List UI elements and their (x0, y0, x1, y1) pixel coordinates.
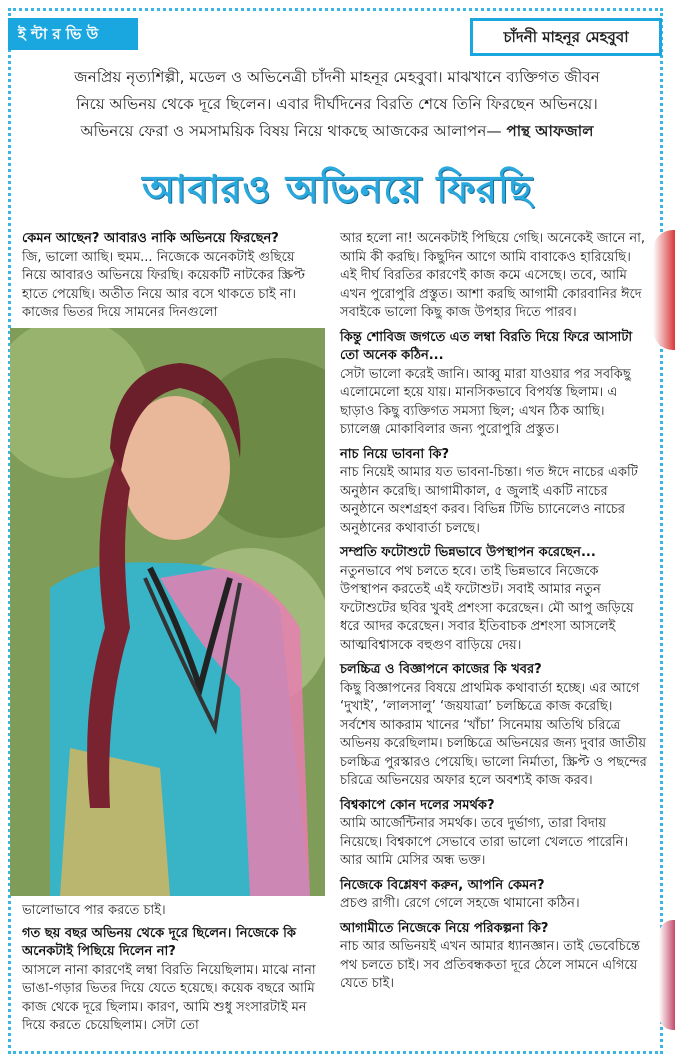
answer: নাচ নিয়েই আমার যত ভাবনা-চিন্তা। গত ঈদে নাচের একটি অনুষ্ঠান করেছি। আগামীকাল, ৫ জুলাই একটি নাচের অনুষ্ঠানে অংশগ্রহণ করব। বিভিন্ন টিভি চ্যানেলেও নাচের অনুষ্ঠানের কথাবার্তা চলছে। (340, 465, 638, 536)
question: গত ছয় বছর অভিনয় থেকে দূরে ছিলেন। নিজেকে কি অনেকটাই পিছিয়ে দিলেন না? (22, 925, 296, 959)
answer: প্রচণ্ড রাগী। রেগে গেলে সহজে থামানো কঠিন। (340, 896, 580, 911)
intro-text: অভিনয়ে ফেরা ও সমসাময়িক বিষয় নিয়ে থাকছে আজকের আলাপন— (80, 122, 502, 140)
answer: নাচ আর অভিনয়ই এখন আমার ধ্যানজ্ঞান। তাই ভেবেচিন্তে পথ চলতে চাই। সব প্রতিবন্ধকতা দূরে ঠেলে সামনে এগিয়ে যেতে চাই। (340, 939, 640, 991)
left-column (22, 230, 322, 323)
question: কেমন আছেন? আবারও নাকি অভিনয়ে ফিরছেন? (22, 231, 279, 246)
question: কিন্তু শোবিজ জগতে এত লম্বা বিরতি দিয়ে ফিরে আসাটা তো অনেক কঠিন... (340, 329, 633, 363)
answer: সেটা ভালো করেই জানি। আব্বু মারা যাওয়ার পর সবকিছু এলোমেলো হয়ে যায়। মানসিকভাবে বিপর্যস্ত ছিলাম। এ ছাড়াও কিছু ব্যক্তিগত সমস্যা ছিল; এখন ঠিক আছি। চ্যালেঞ্জ মোকাবিলার জন্য পুরোপুরি প্রস্তুত। (340, 366, 631, 437)
answer: কিছু বিজ্ঞাপনের বিষয়ে প্রাথমিক কথাবার্তা হচ্ছে। এর আগে ‘দুখাই’, ‘লালসালু’ ‘জয়যাত্রা’ চলচ্চিত্রে কাজ করেছি। সর্বশেষ আকরাম খানের ‘খাঁচা’ সিনেমায় অতিথি চরিত্রে অভিনয় করেছিলাম। চলচ্চিত্রে অভিনয়ের জন্য দুবার জাতীয় চলচ্চিত্র পুরস্কারও পেয়েছি। ভালো নির্মাতা, স্ক্রিপ্ট ও পছন্দের চরিত্রে অভিনয়ের অফার হলে অবশ্যই কাজ করব। (340, 680, 647, 788)
answer-end: ভালোভাবে পার করতে চাই। (22, 903, 166, 918)
portrait-illustration (10, 328, 325, 896)
intro-line (22, 118, 652, 145)
question: চলচ্চিত্র ও বিজ্ঞাপনে কাজের কি খবর? (340, 662, 542, 677)
answer: নতুনভাবে পথ চলতে হবে। তাই ভিন্নভাবে নিজেকে উপস্থাপন করতেই এই ফটোশুট। সবাই আমার নতুন ফটোশুটের ছবির খুবই প্রশংসা করেছেন। মৌ আপু জড়িয়ে ধরে আদর করেছেন। সবার ইতিবাচক প্রশংসা আসলেই আত্মবিশ্বাসকে বহুগুণ বাড়িয়ে দেয়। (340, 563, 634, 653)
side-photo-fragment (659, 920, 675, 1030)
intro-line: জনপ্রিয় নৃত্যশিল্পী, মডেল ও অভিনেত্রী চাঁদনী মাহনূর মেহবুবা। মাঝখানে ব্যক্তিগত জীবন (74, 68, 600, 86)
question: বিশ্বকাপে কোন দলের সমর্থক? (340, 797, 495, 813)
question: নাচ নিয়ে ভাবনা কি? (340, 446, 450, 462)
intro-paragraph (22, 64, 652, 145)
intro-line: নিয়ে অভিনয় থেকে দূরে ছিলেন। এবার দীর্ঘদিনের বিরতি শেষে তিনি ফিরছেন অভিনয়ে। (76, 95, 598, 113)
question: সম্প্রতি ফটোশুটে ভিন্নভাবে উপস্থাপন করেছেন... (340, 545, 596, 560)
page-headline: আবারও অভিনয়ে ফিরছি (142, 167, 533, 211)
section-tag: ই ন্টা র ভি উ (8, 18, 138, 50)
question: নিজেকে বিশ্লেষণ করুন, আপনি কেমন? (340, 877, 545, 893)
answer: আর হলো না! অনেকটাই পিছিয়ে গেছি। অনেকেই জানে না, আমি কী করছি। কিছুদিন আগে আমি বাবাকেও হারিয়েছি। এই দীর্ঘ বিরতির কারণেই কাজ কমে এসেছে। তবে, আমি এখন পুরোপুরি প্রস্তুত। আশা করছি আগামী কোরবানির ঈদে সবাইকে ভালো কিছু কাজ উপহার দিতে পারব। (340, 231, 646, 320)
answer: জি, ভালো আছি। হুমম... নিজেকে অনেকটাই গুছিয়ে নিয়ে আবারও অভিনয়ে ফিরছি। কয়েকটি নাটকের স্ক্রিপ্ট হাতে পেয়েছি। অতীত নিয়ে আর বসে থাকতে চাই না। কাজের ভিতর দিয়ে সামনের দিনগুলো (22, 249, 306, 320)
person-name-box (470, 18, 662, 56)
right-column (340, 230, 648, 994)
author-name: পান্থ আফজাল (506, 122, 594, 140)
answer: আসলে নানা কারণেই লম্বা বিরতি নিয়েছিলাম। মাঝে নানা ভাঙা-গড়ার ভিতর দিয়ে যেতে হয়েছে। কয়েক বছরে আমি কাজ থেকে দূরে ছিলাম। কারণ, আমি শুধু সংসারটাই মন দিয়ে করতে চেয়েছিলাম। সেটা তো (22, 962, 316, 1033)
person-name: চাঁদনী মাহনূর মেহবুবা (473, 21, 659, 53)
answer: আমি আর্জেন্টিনার সমর্থক। তবে দুর্ভাগ্য, তারা বিদায় নিয়েছে। বিশ্বকাপে সেভাবে তারা ভালো খেলতে পারেনি। আর আমি মেসির অন্ধ ভক্ত। (340, 816, 629, 868)
side-photo-fragment (653, 230, 675, 350)
portrait-photo (10, 328, 325, 896)
question: আগামীতে নিজেকে নিয়ে পরিকল্পনা কি? (340, 920, 549, 936)
left-column-continued (22, 902, 322, 1036)
